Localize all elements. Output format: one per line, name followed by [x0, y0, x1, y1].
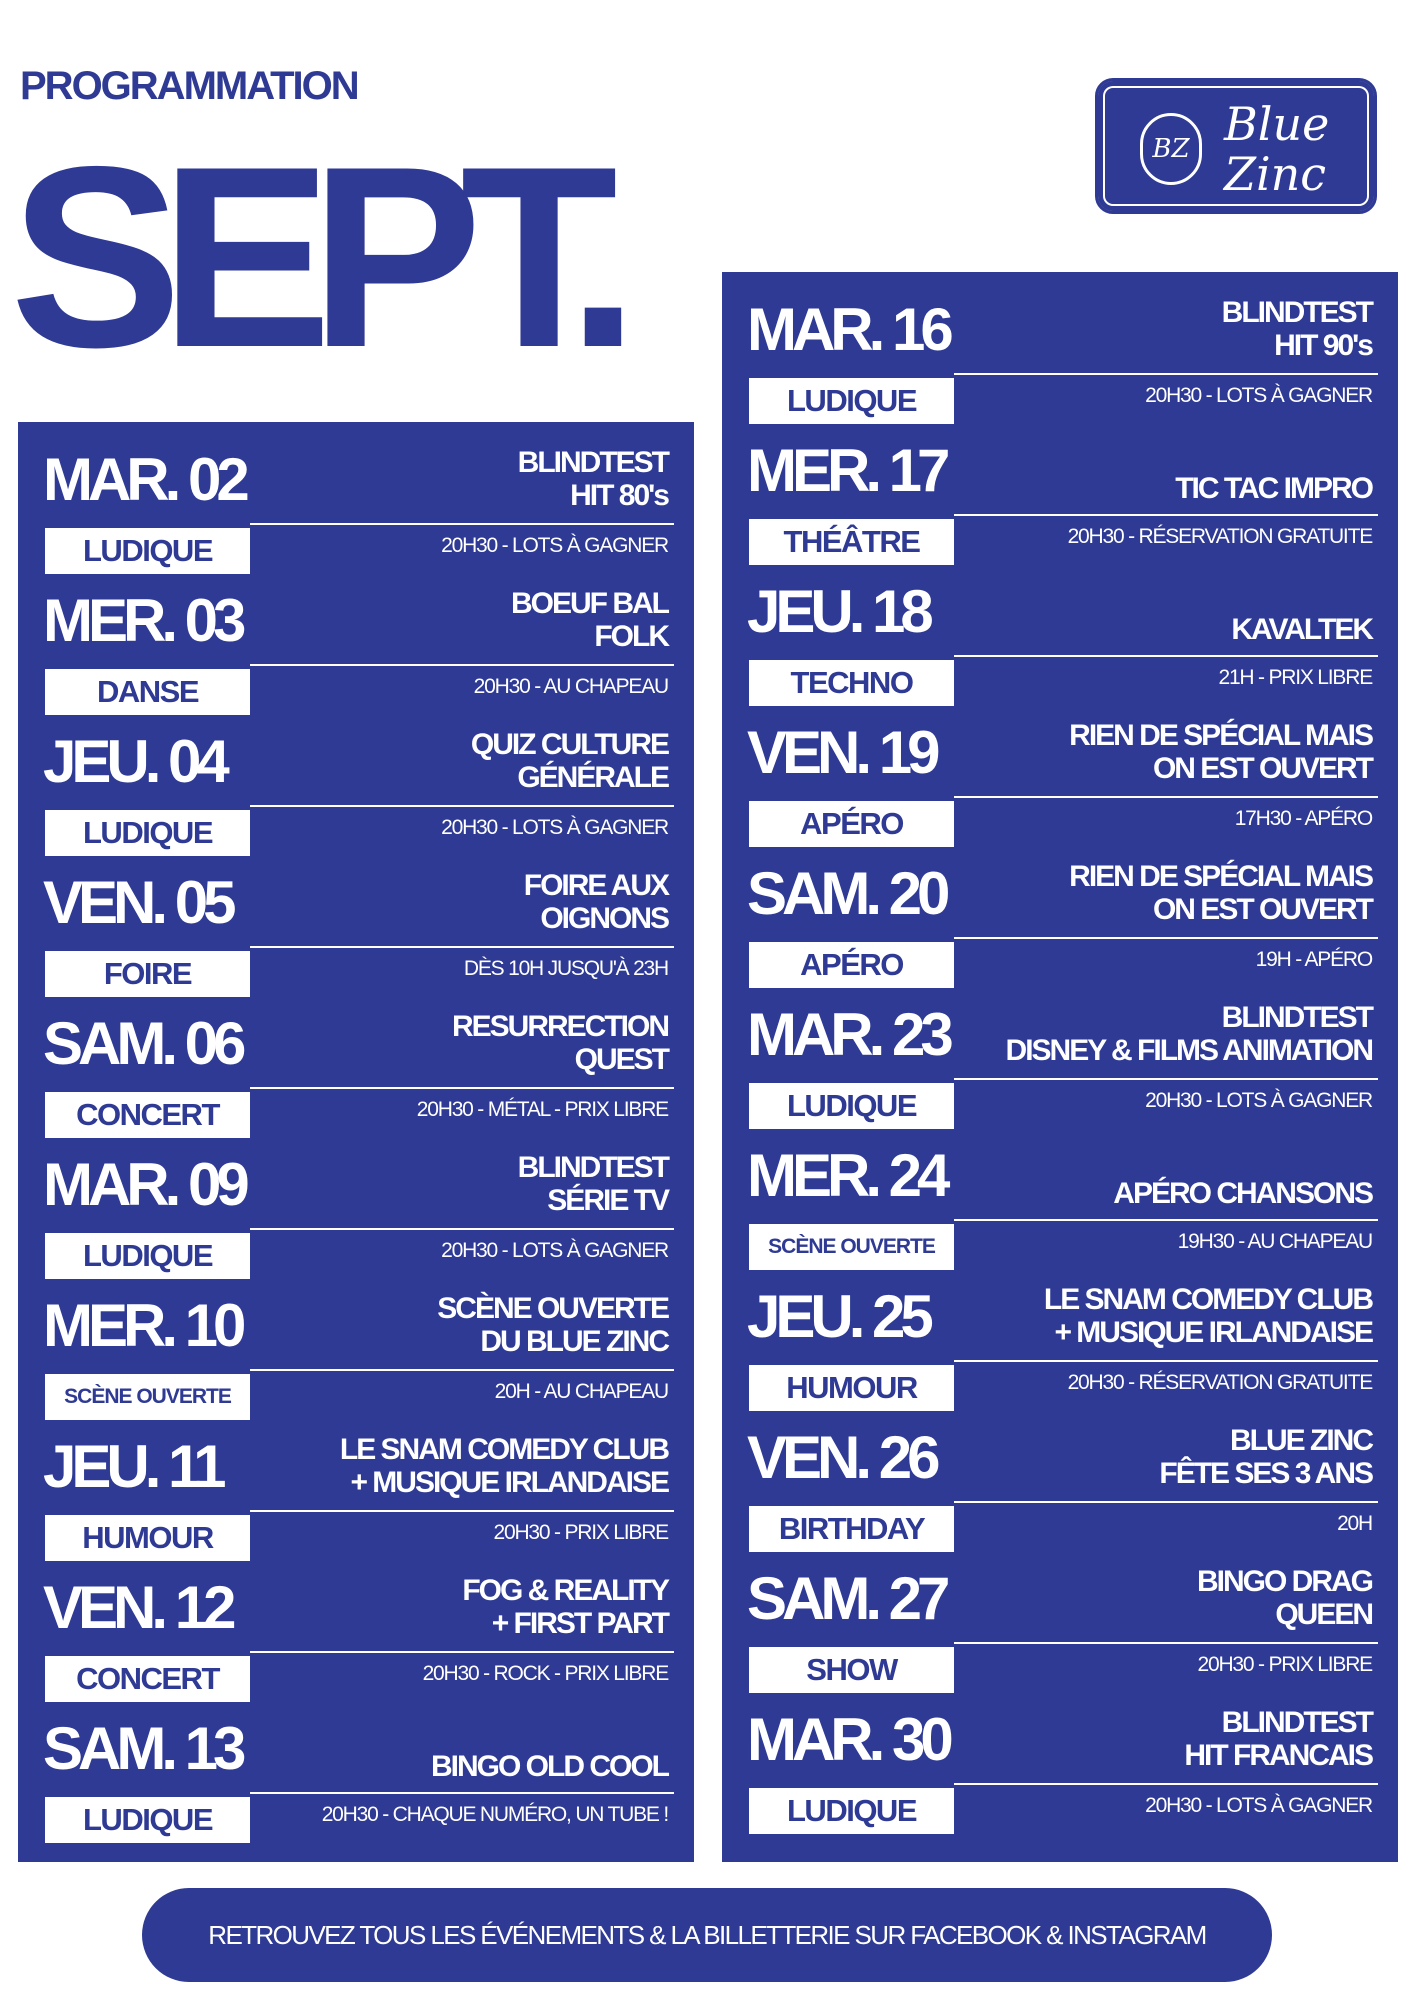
event-detail: DÈS 10H JUSQU'À 23H [463, 957, 668, 980]
event-entry [18, 1564, 694, 1705]
event-entry [18, 436, 694, 577]
divider-line [250, 664, 674, 666]
divider-line [954, 514, 1378, 516]
event-category-tag: LUDIQUE [749, 1788, 954, 1834]
event-entry [18, 1141, 694, 1282]
divider-line [954, 373, 1378, 375]
event-date: SAM. 20 [747, 860, 946, 927]
event-detail: 20H [1337, 1512, 1372, 1535]
event-date: SAM. 06 [43, 1010, 242, 1077]
event-date: SAM. 27 [747, 1565, 946, 1632]
event-detail: 20H30 - RÉSERVATION GRATUITE [1067, 1371, 1372, 1394]
event-detail: 19H30 - AU CHAPEAU [1177, 1230, 1372, 1253]
event-date: MER. 24 [747, 1142, 946, 1209]
event-detail: 20H - AU CHAPEAU [494, 1380, 668, 1403]
event-entry [722, 1132, 1398, 1273]
divider-line [250, 523, 674, 525]
event-detail: 20H30 - LOTS À GAGNER [441, 1239, 668, 1262]
event-title: FOIRE AUX OIGNONS [523, 869, 668, 935]
event-entry [722, 709, 1398, 850]
event-title: BLINDTEST SÉRIE TV [517, 1151, 668, 1217]
divider-line [954, 796, 1378, 798]
event-entry [722, 286, 1398, 427]
logo-line-2: Zinc [1224, 147, 1327, 201]
event-category-tag: CONCERT [45, 1092, 250, 1138]
event-title: BINGO OLD COOL [431, 1750, 668, 1783]
event-date: MER. 17 [747, 437, 946, 504]
divider-line [954, 1501, 1378, 1503]
event-title: RESURRECTION QUEST [451, 1010, 668, 1076]
event-category-tag: HUMOUR [45, 1515, 250, 1561]
event-detail: 20H30 - LOTS À GAGNER [441, 534, 668, 557]
event-detail: 21H - PRIX LIBRE [1218, 666, 1372, 689]
event-entry [18, 577, 694, 718]
event-title: BLINDTEST DISNEY & FILMS ANIMATION [1005, 1001, 1372, 1067]
event-category-tag: BIRTHDAY [749, 1506, 954, 1552]
event-detail: 20H30 - LOTS À GAGNER [1145, 1089, 1372, 1112]
event-title: RIEN DE SPÉCIAL MAIS ON EST OUVERT [1069, 719, 1372, 785]
event-detail: 20H30 - LOTS À GAGNER [1145, 1794, 1372, 1817]
event-category-tag: LUDIQUE [45, 1233, 250, 1279]
event-entry [18, 1705, 694, 1846]
event-category-tag: FOIRE [45, 951, 250, 997]
event-title: TIC TAC IMPRO [1175, 472, 1372, 505]
event-date: JEU. 11 [43, 1433, 222, 1500]
event-entry [722, 991, 1398, 1132]
event-date: MER. 10 [43, 1292, 242, 1359]
event-entry [722, 1555, 1398, 1696]
divider-line [250, 1651, 674, 1653]
event-title: BLINDTEST HIT 80's [517, 446, 668, 512]
event-detail: 20H30 - RÉSERVATION GRATUITE [1067, 525, 1372, 548]
event-title: RIEN DE SPÉCIAL MAIS ON EST OUVERT [1069, 860, 1372, 926]
event-entry [722, 427, 1398, 568]
event-date: JEU. 04 [43, 728, 225, 795]
divider-line [250, 1087, 674, 1089]
event-date: MAR. 09 [43, 1151, 245, 1218]
divider-line [954, 655, 1378, 657]
schedule-column-right [722, 272, 1398, 1862]
event-entry [722, 850, 1398, 991]
event-category-tag: APÉRO [749, 801, 954, 847]
event-entry [722, 568, 1398, 709]
divider-line [954, 1219, 1378, 1221]
event-detail: 19H - APÉRO [1255, 948, 1372, 971]
event-date: VEN. 19 [747, 719, 936, 786]
event-detail: 20H30 - CHAQUE NUMÉRO, UN TUBE ! [321, 1803, 668, 1826]
event-detail: 20H30 - AU CHAPEAU [473, 675, 668, 698]
event-category-tag: HUMOUR [749, 1365, 954, 1411]
event-category-tag: LUDIQUE [45, 1797, 250, 1843]
schedule-column-left [18, 422, 694, 1862]
event-date: JEU. 18 [747, 578, 929, 645]
event-title: LE SNAM COMEDY CLUB + MUSIQUE IRLANDAISE [1043, 1283, 1372, 1349]
divider-line [954, 1642, 1378, 1644]
event-category-tag: APÉRO [749, 942, 954, 988]
event-category-tag: LUDIQUE [749, 378, 954, 424]
divider-line [250, 1369, 674, 1371]
event-title: KAVALTEK [1231, 613, 1372, 646]
logo-wordmark [1224, 99, 1364, 199]
divider-line [954, 1783, 1378, 1785]
event-date: MAR. 30 [747, 1706, 949, 1773]
event-detail: 20H30 - PRIX LIBRE [493, 1521, 668, 1544]
event-category-tag: SCÈNE OUVERTE [749, 1224, 954, 1270]
logo-line-1: Blue [1224, 97, 1330, 151]
event-date: VEN. 26 [747, 1424, 936, 1491]
divider-line [250, 1510, 674, 1512]
footer-banner [142, 1888, 1272, 1982]
divider-line [954, 1078, 1378, 1080]
event-title: BLUE ZINC FÊTE SES 3 ANS [1159, 1424, 1372, 1490]
event-date: SAM. 13 [43, 1715, 242, 1782]
event-date: MER. 03 [43, 587, 242, 654]
event-detail: 20H30 - LOTS À GAGNER [441, 816, 668, 839]
event-category-tag: THÉÂTRE [749, 519, 954, 565]
event-title: BLINDTEST HIT 90's [1221, 296, 1372, 362]
event-date: VEN. 12 [43, 1574, 232, 1641]
event-category-tag: DANSE [45, 669, 250, 715]
event-title: BLINDTEST HIT FRANCAIS [1184, 1706, 1372, 1772]
event-detail: 20H30 - MÉTAL - PRIX LIBRE [416, 1098, 668, 1121]
divider-line [250, 805, 674, 807]
kicker-heading: PROGRAMMATION [20, 64, 358, 108]
event-date: JEU. 25 [747, 1283, 929, 1350]
footer-text: RETROUVEZ TOUS LES ÉVÉNEMENTS & LA BILLETTERIE SUR FACEBOOK & INSTAGRAM [208, 1919, 1206, 1950]
event-title: LE SNAM COMEDY CLUB + MUSIQUE IRLANDAISE [339, 1433, 668, 1499]
event-title: QUIZ CULTURE GÉNÉRALE [470, 728, 668, 794]
event-entry [18, 859, 694, 1000]
event-category-tag: SHOW [749, 1647, 954, 1693]
divider-line [954, 937, 1378, 939]
event-date: MAR. 23 [747, 1001, 949, 1068]
event-detail: 20H30 - LOTS À GAGNER [1145, 384, 1372, 407]
event-entry [722, 1273, 1398, 1414]
divider-line [954, 1360, 1378, 1362]
event-date: MAR. 02 [43, 446, 245, 513]
month-title: SEPT. [10, 112, 617, 401]
event-title: FOG & REALITY + FIRST PART [462, 1574, 668, 1640]
event-entry [18, 1423, 694, 1564]
event-detail: 17H30 - APÉRO [1234, 807, 1372, 830]
event-title: APÉRO CHANSONS [1113, 1177, 1372, 1210]
event-entry [722, 1696, 1398, 1837]
event-category-tag: LUDIQUE [45, 810, 250, 856]
divider-line [250, 1792, 674, 1794]
event-category-tag: LUDIQUE [749, 1083, 954, 1129]
event-date: VEN. 05 [43, 869, 232, 936]
event-category-tag: CONCERT [45, 1656, 250, 1702]
event-entry [18, 718, 694, 859]
event-entry [18, 1282, 694, 1423]
event-title: SCÈNE OUVERTE DU BLUE ZINC [437, 1292, 668, 1358]
event-detail: 20H30 - ROCK - PRIX LIBRE [422, 1662, 668, 1685]
logo-monogram-icon: BZ [1140, 113, 1202, 185]
event-date: MAR. 16 [747, 296, 949, 363]
event-entry [18, 1000, 694, 1141]
event-title: BOEUF BAL FOLK [511, 587, 668, 653]
event-entry [722, 1414, 1398, 1555]
divider-line [250, 946, 674, 948]
blue-zinc-logo [1095, 78, 1377, 214]
event-category-tag: LUDIQUE [45, 528, 250, 574]
event-category-tag: TECHNO [749, 660, 954, 706]
event-category-tag: SCÈNE OUVERTE [45, 1374, 250, 1420]
divider-line [250, 1228, 674, 1230]
event-title: BINGO DRAG QUEEN [1197, 1565, 1372, 1631]
event-detail: 20H30 - PRIX LIBRE [1197, 1653, 1372, 1676]
